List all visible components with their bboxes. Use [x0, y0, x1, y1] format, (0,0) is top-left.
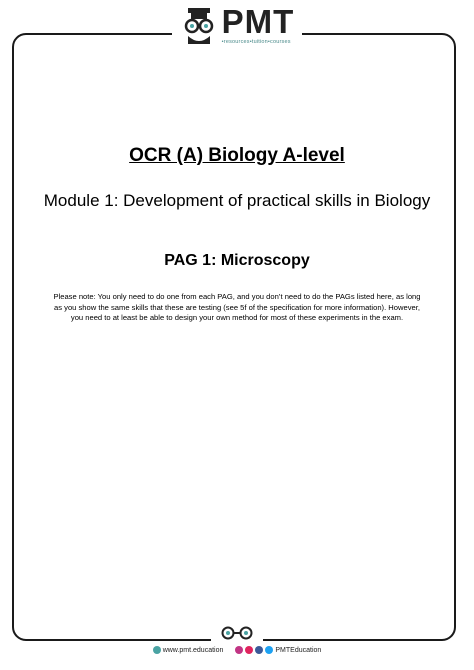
pmt-logo — [0, 3, 474, 48]
website-link[interactable] — [153, 646, 224, 654]
scholar-icon — [180, 6, 218, 46]
globe-icon — [153, 646, 161, 654]
document-title: OCR (A) Biology A-level — [129, 145, 345, 166]
facebook-icon[interactable] — [255, 646, 263, 654]
module-heading: Module 1: Development of practical skills in Biology — [43, 191, 431, 210]
logo-wordmark: PMT — [221, 3, 295, 40]
website-text: www.pmt.education — [162, 646, 224, 654]
footer-glasses-logo — [0, 626, 474, 645]
social-handle: PMTEducation — [275, 646, 322, 654]
glasses-icon — [217, 626, 257, 640]
social-links — [235, 646, 321, 654]
youtube-icon[interactable] — [245, 646, 253, 654]
footer — [0, 646, 474, 654]
page-border — [12, 33, 456, 641]
logo-tagline: •resources•tuition•courses — [221, 39, 291, 45]
note-paragraph: Please note: You only need to do one from each PAG, and you don’t need to do the PAGs listed here, as long as you show the same skills that these are testing (see 5f of the specification for more information). However, you need to at least be able to design your own method for most of these experiments in the exam. — [53, 292, 421, 322]
instagram-icon[interactable] — [235, 646, 243, 654]
pag-heading: PAG 1: Microscopy — [164, 252, 310, 269]
twitter-icon[interactable] — [265, 646, 273, 654]
